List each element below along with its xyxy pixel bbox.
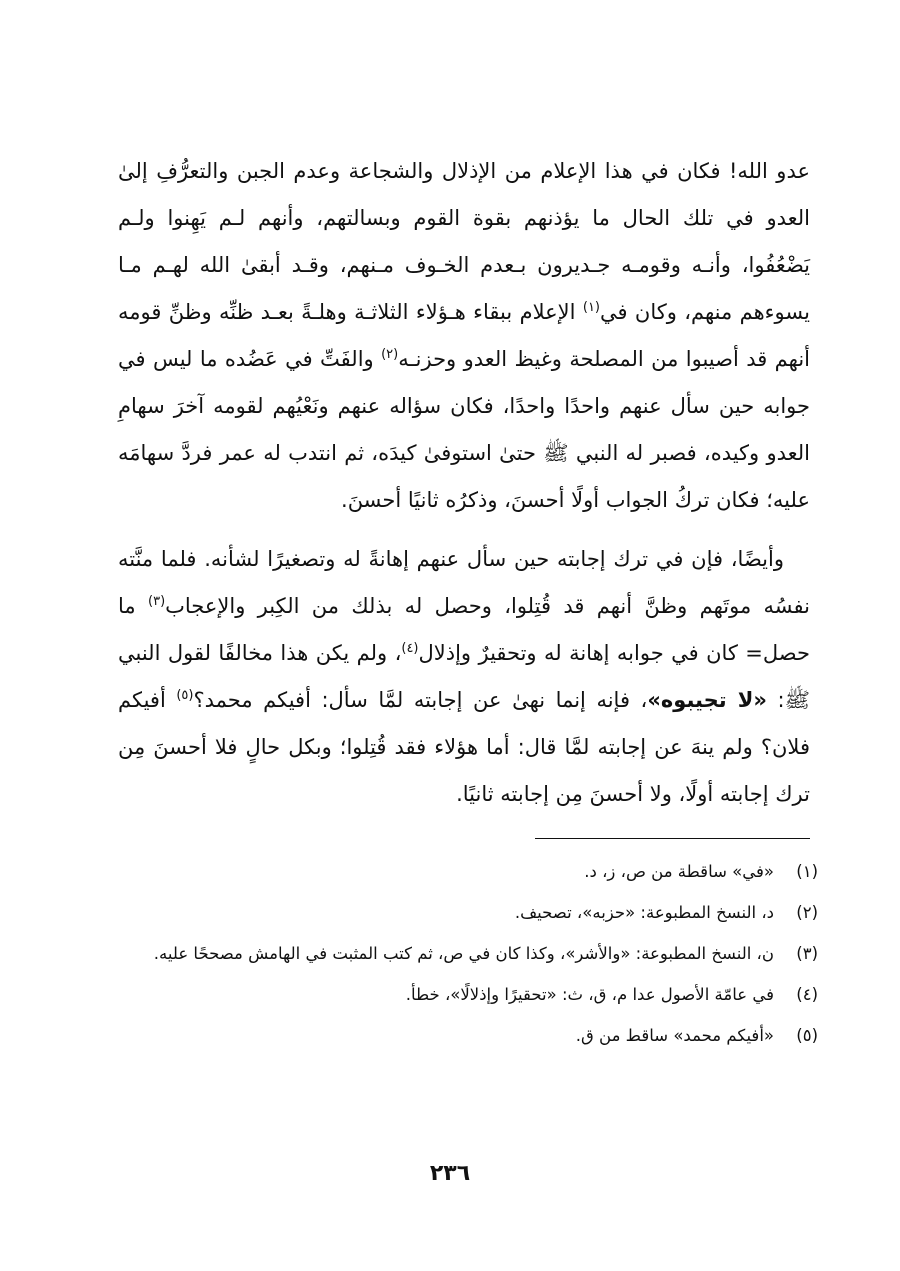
footnote-marker: (٤) [401,641,419,656]
text-run: عدو الله! فكان في هذا الإعلام من الإذلال والشجاعة وعدم الجبن والتعرُّفِ إلىٰ العدو في تلك الحال ما يؤذنهم بقوة القوم وبسالتهم، وأنهم لـم يَهِنوا ولـم يَضْعُفُوا، وأنـه وقومـه جـديرون بـعدم الخـوف مـنهم، وقـد أبقىٰ الله لهـم مـا يسوءهم منهم، وكان في [118,159,810,324]
text-run: أفيكم فلان؟ ولم ينهَ عن إجابته لمَّا قال: أما هؤلاء فقد قُتِلوا؛ وبكل حالٍ فلا أحسنَ مِن ترك إجابته أولًا، ولا أحسنَ مِن إجابته ثانيًا. [118,688,810,806]
footnote-marker: (١) [582,300,600,315]
footnote-4 [116,978,818,1011]
footnote-number: (٢) [796,903,818,922]
text-run: ، ولم يكن هذا مخالفًا لقول النبي ﷺ: [118,641,810,712]
footnote-marker: (٢) [381,347,399,362]
footnote-number: (١) [796,862,818,881]
paragraph-1 [118,148,810,524]
footnote-2 [116,896,818,929]
footnote-text: «أفيكم محمد» ساقط من ق. [575,1026,774,1045]
paragraph-2 [118,536,810,818]
main-text [118,148,810,818]
text-run: الإعلام ببقاء هـؤلاء الثلاثـة وهلـةً بعـد ظنِّه وظنِّ قومه أنهم قد أصيبوا من المصلحة وغيظ العدو وحزنـه [118,300,810,371]
text-run: ما حصل= كان في جوابه إهانة له وتحقيرٌ وإذلال [118,594,810,665]
footnote-text: في عامّة الأصول عدا م، ق، ث: «تحقيرًا وإذلالًا»، خطأ. [405,985,774,1004]
footnotes [116,855,818,1052]
footnote-marker: (٥) [176,688,194,703]
text-run: ، فإنه إنما نهىٰ عن إجابته لمَّا سأل: أفيكم محمد؟ [193,688,648,712]
text-run: وأيضًا، فإن في ترك إجابته حين سأل عنهم إهانةً له وتصغيرًا لشأنه. فلما منَّته نفسُه موتَهم وظنَّ أنهم قد قُتِلوا، وحصل له بذلك من الكِبر والإعجاب [118,547,810,618]
text-run: «لا تجيبوه» [647,688,767,712]
page-number: ٢٣٦ [429,1161,471,1186]
footnote-text: د، النسخ المطبوعة: «حزبه»، تصحيف. [514,903,774,922]
footnote-3 [116,937,818,970]
footnote-number: (٤) [796,985,818,1004]
footnote-1 [116,855,818,888]
footnote-marker: (٣) [148,594,166,609]
text-run: والفَتِّ في عَضُده ما ليس في جوابه حين سأل عنهم واحدًا واحدًا، فكان سؤاله عنهم ونَعْيُهم لقومه آخرَ سهامِ العدو وكيده، فصبر له النبي ﷺ حتىٰ استوفىٰ كيدَه، ثم انتدب له عمر فردَّ سهامَه عليه؛ فكان تركُ الجواب أولًا أحسنَ، وذكرُه ثانيًا أحسنَ. [118,347,810,512]
footnote-number: (٥) [796,1026,818,1045]
footnote-separator [535,838,810,839]
footnote-text: «في» ساقطة من ص، ز، د. [584,862,774,881]
footnote-number: (٣) [796,944,818,963]
footnote-text: ن، النسخ المطبوعة: «والأشر»، وكذا كان في ص، ثم كتب المثبت في الهامش مصححًا عليه. [153,944,774,963]
footnote-5 [116,1019,818,1052]
